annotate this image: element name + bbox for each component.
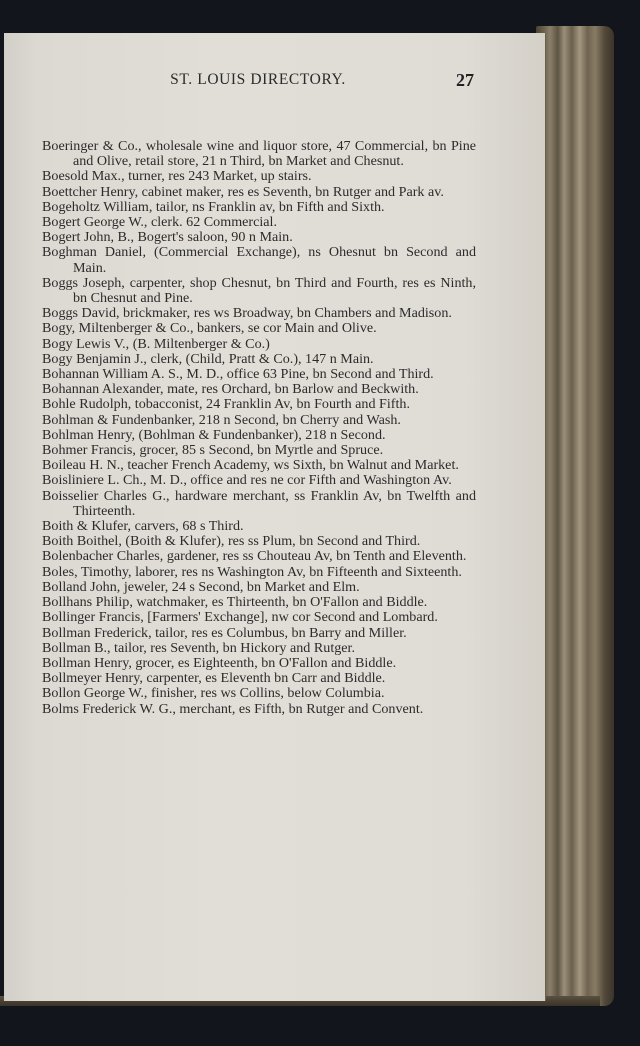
directory-entry: Boisliniere L. Ch., M. D., office and res ne cor Fifth and Washington Av. [42, 472, 452, 489]
directory-entry: Bohannan Alexander, mate, res Orchard, bn Barlow and Beckwith. [42, 381, 419, 398]
directory-entry: Bollmeyer Henry, carpenter, es Eleventh bn Carr and Biddle. [42, 670, 386, 687]
directory-entry: Boileau H. N., teacher French Academy, ws Sixth, bn Walnut and Market. [42, 457, 459, 474]
directory-entry: Boesold Max., turner, res 243 Market, up stairs. [42, 168, 312, 185]
directory-entry: Bollman Frederick, tailor, res es Columbus, bn Barry and Miller. [42, 624, 407, 641]
running-title: ST. LOUIS DIRECTORY. [170, 71, 346, 88]
directory-entry: Bohle Rudolph, tobacconist, 24 Franklin Av, bn Fourth and Fifth. [42, 396, 410, 413]
directory-entry: Bohlman & Fundenbanker, 218 n Second, bn Cherry and Wash. [42, 411, 401, 428]
directory-entry: Bolland John, jeweler, 24 s Second, bn Market and Elm. [42, 578, 360, 595]
directory-entry: Bolms Frederick W. G., merchant, es Fifth, bn Rutger and Convent. [42, 700, 424, 717]
directory-entry: Bogert George W., clerk. 62 Commercial. [42, 214, 277, 231]
directory-entries [42, 139, 476, 717]
directory-entry: Boisselier Charles G., hardware merchant, ss Franklin Av, bn Twelfth and Thirteenth. [42, 487, 476, 519]
directory-entry: Bogy, Miltenberger & Co., bankers, se cor Main and Olive. [42, 320, 377, 337]
directory-entry: Bogert John, B., Bogert's saloon, 90 n Main. [42, 229, 293, 246]
directory-entry: Bogy Benjamin J., clerk, (Child, Pratt & Co.), 147 n Main. [42, 350, 374, 367]
page-number: 27 [456, 70, 474, 90]
directory-entry: Boghman Daniel, (Commercial Exchange), ns Ohesnut bn Second and Main. [42, 244, 476, 276]
directory-entry: Boggs David, brickmaker, res ws Broadway, bn Chambers and Madison. [42, 305, 452, 322]
directory-entry: Boles, Timothy, laborer, res ns Washington Av, bn Fifteenth and Sixteenth. [42, 563, 462, 580]
directory-entry: Bollman B., tailor, res Seventh, bn Hickory and Rutger. [42, 639, 355, 656]
directory-entry: Bogy Lewis V., (B. Miltenberger & Co.) [42, 335, 270, 352]
directory-entry: Bohannan William A. S., M. D., office 63 Pine, bn Second and Third. [42, 366, 434, 383]
directory-entry: Bolenbacher Charles, gardener, res ss Chouteau Av, bn Tenth and Eleventh. [42, 548, 467, 565]
directory-entry: Boettcher Henry, cabinet maker, res es Seventh, bn Rutger and Park av. [42, 183, 444, 200]
directory-entry: Bohlman Henry, (Bohlman & Fundenbanker), 218 n Second. [42, 426, 386, 443]
directory-entry: Bollon George W., finisher, res ws Collins, below Columbia. [42, 685, 385, 702]
directory-entry: Bollman Henry, grocer, es Eighteenth, bn O'Fallon and Biddle. [42, 654, 397, 671]
directory-entry: Boith & Klufer, carvers, 68 s Third. [42, 518, 244, 535]
directory-entry: Boith Boithel, (Boith & Klufer), res ss Plum, bn Second and Third. [42, 533, 421, 550]
directory-entry: Bogeholtz William, tailor, ns Franklin av, bn Fifth and Sixth. [42, 198, 385, 215]
directory-entry: Bollinger Francis, [Farmers' Exchange], nw cor Second and Lombard. [42, 609, 438, 626]
book-edge [536, 26, 614, 1006]
directory-entry: Bollhans Philip, watchmaker, es Thirteenth, bn O'Fallon and Biddle. [42, 594, 428, 611]
directory-entry: Bohmer Francis, grocer, 85 s Second, bn Myrtle and Spruce. [42, 442, 384, 459]
page-header [42, 71, 474, 91]
directory-entry: Boggs Joseph, carpenter, shop Chesnut, bn Third and Fourth, res es Ninth, bn Chesnut and Pine. [42, 274, 476, 307]
directory-entry: Boeringer & Co., wholesale wine and liquor store, 47 Commercial, bn Pine and Olive, retail store, 21 n Third, bn Market and Chesnut. [42, 138, 476, 170]
